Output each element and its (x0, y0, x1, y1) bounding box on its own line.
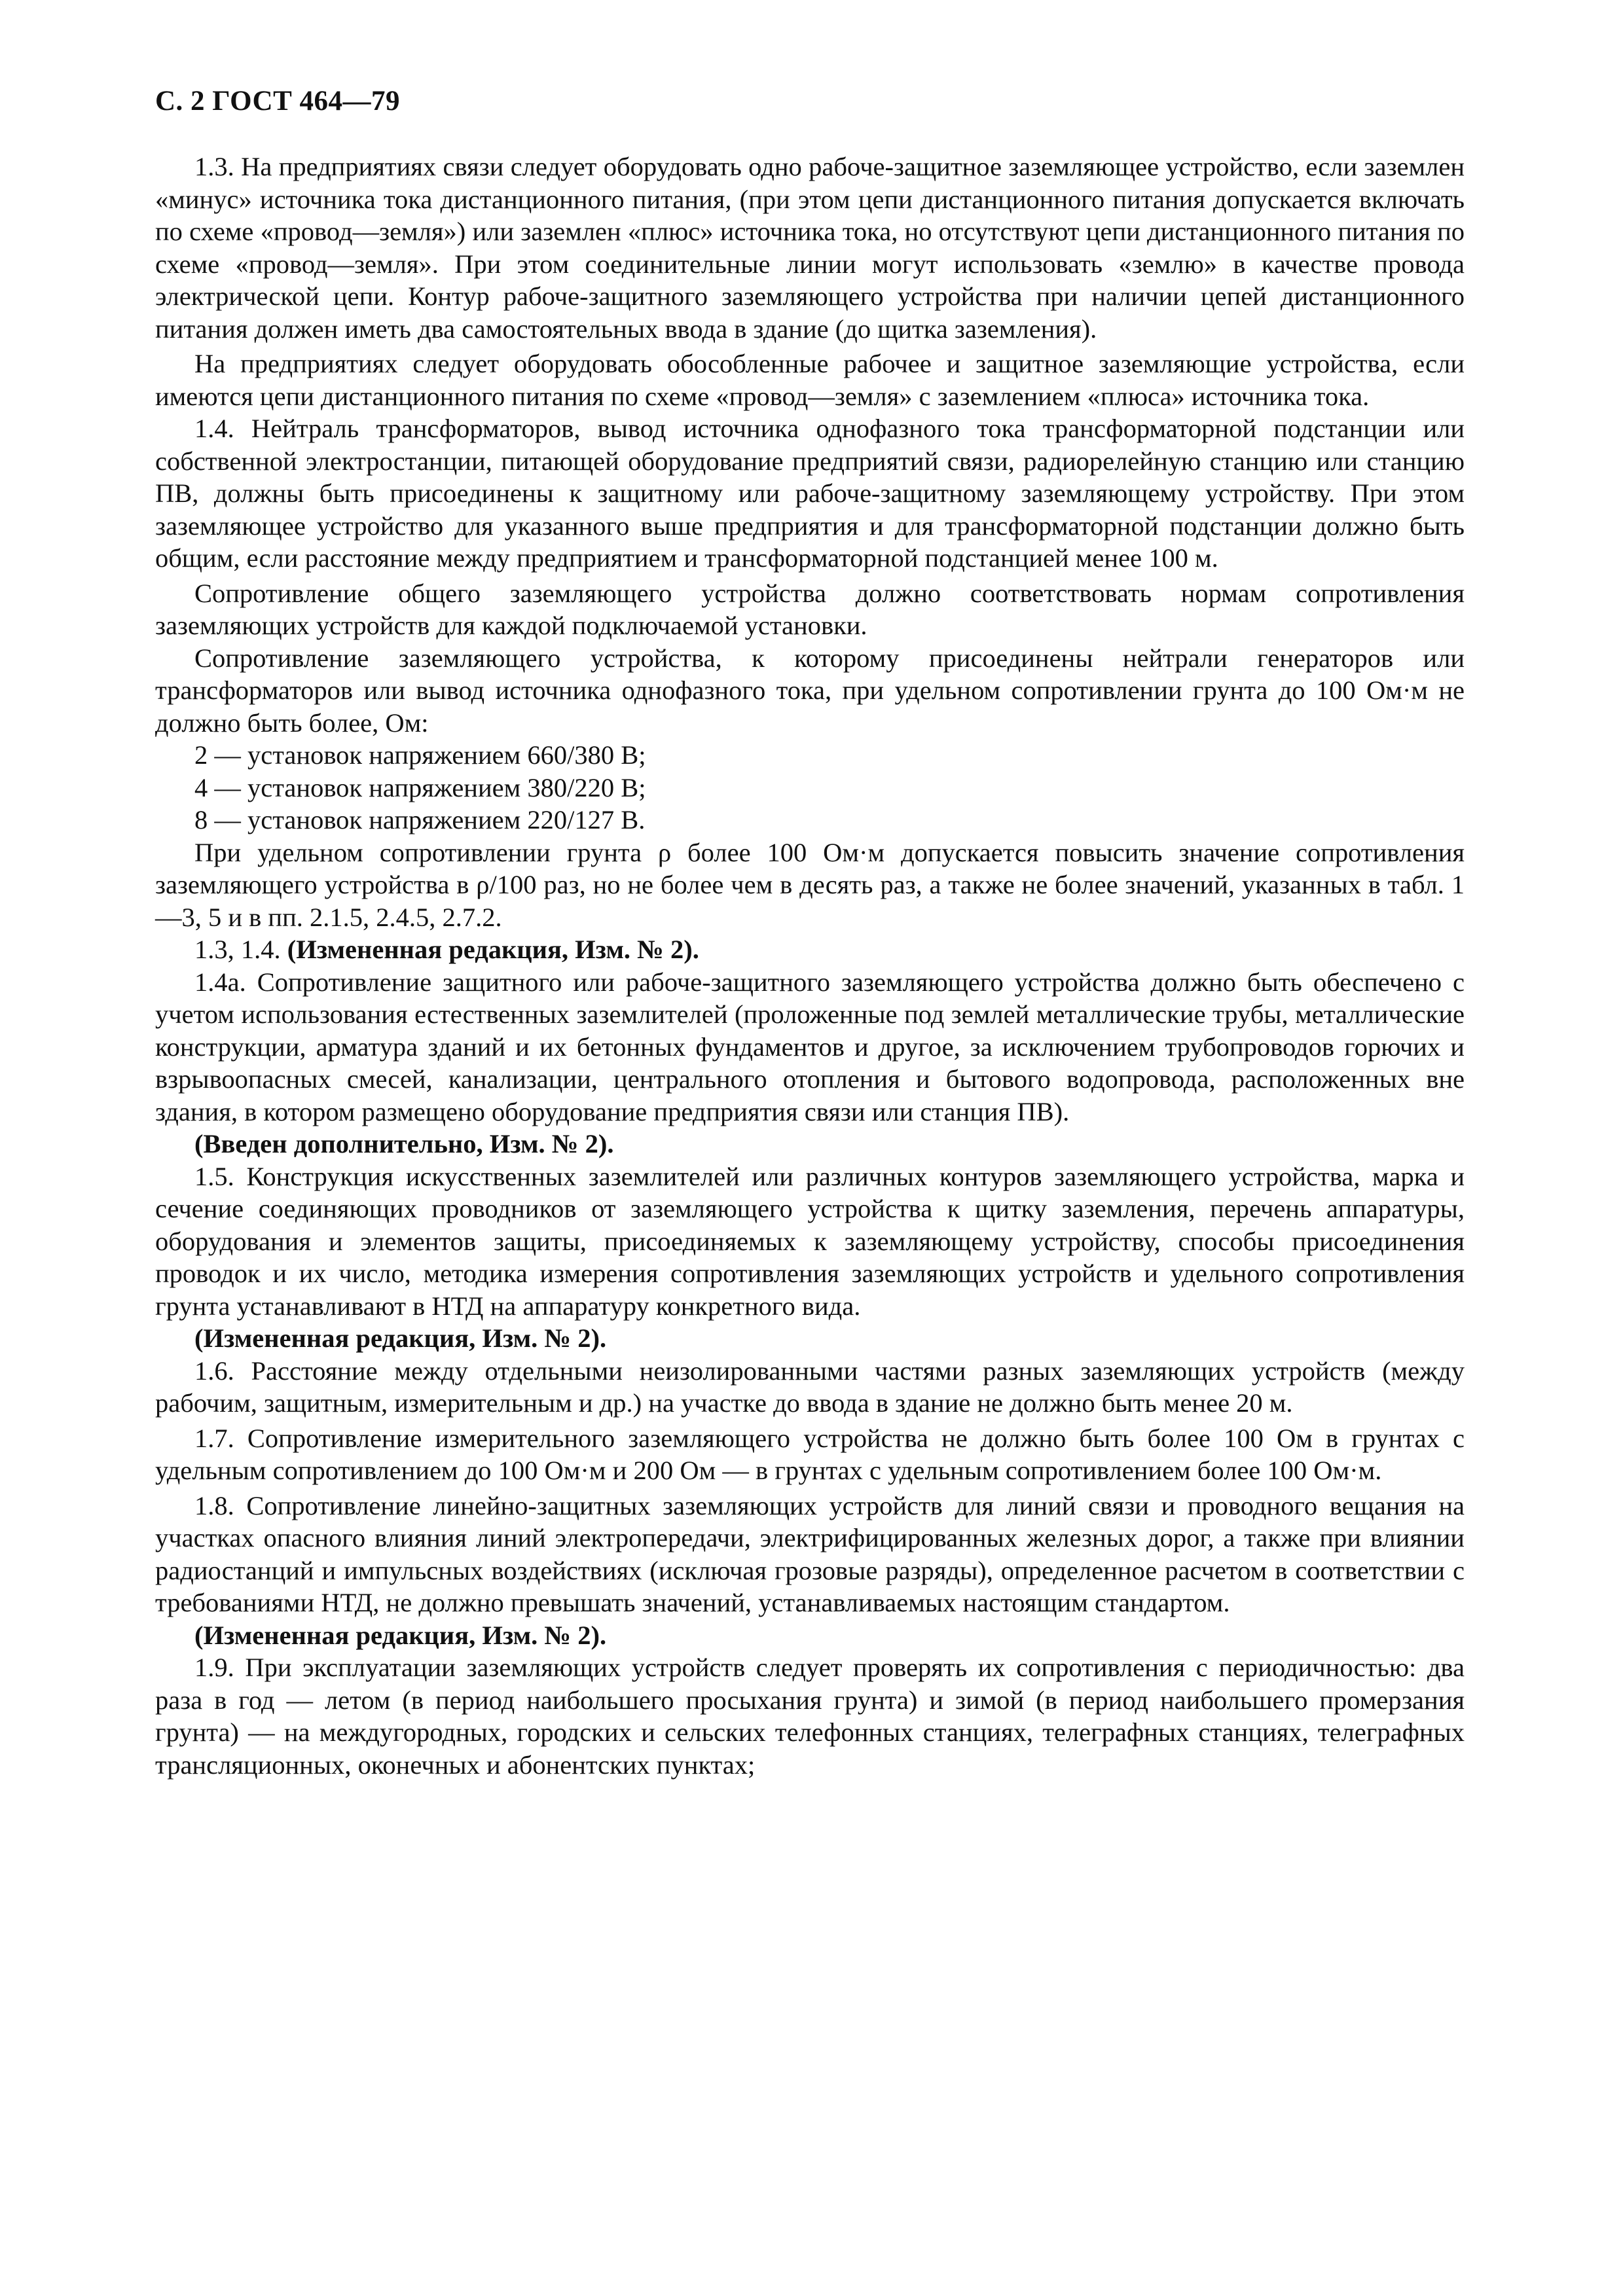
paragraph (155, 642, 1465, 740)
paragraph (155, 739, 1465, 772)
amendment-note: (Измененная редакция, Изм. № 2). (194, 1620, 607, 1650)
paragraph-text: 1.6. Расстояние между отдельными неизолированными частями разных заземляющих устройств (между рабочим, защитным, измерительным и др.) на участке до ввода в здание не должно быть менее 20 м. (155, 1355, 1465, 1418)
paragraph-text: 1.4. Нейтраль трансформаторов, вывод источника однофазного тока трансформаторной подстанции или собственной электростанции, питающей оборудование предприятий связи, радиорелейную станцию или станцию ПВ, должны быть присоединены к защитному или рабоче-защитному заземляющему устройству. При этом заземляющее устройство для указанного выше предприятия и для трансформаторной подстанции должно быть общим, если расстояние между предприятием и трансформаторной подстанцией менее 100 м. (155, 414, 1465, 573)
paragraph (155, 836, 1465, 934)
paragraph (155, 804, 1465, 836)
paragraph (155, 1490, 1465, 1619)
paragraph (155, 772, 1465, 804)
paragraph (155, 1422, 1465, 1487)
document-page (155, 79, 1465, 1781)
paragraph (155, 577, 1465, 642)
paragraph-text: 1.5. Конструкция искусственных заземлителей или различных контуров заземляющего устройства, марка и сечение соединяющих проводников от заземляющего устройства к щитку заземления, перечень аппаратуры, оборудования и элементов защиты, присоединяемых к заземляющему устройству, способы присоединения проводок и их число, методика измерения сопротивления заземляющих устройств и удельного сопротивления грунта устанавливают в НТД на аппаратуру конкретного вида. (155, 1161, 1465, 1321)
paragraph-text: 4 — установок напряжением 380/220 В; (194, 772, 646, 802)
paragraph (155, 933, 1465, 966)
paragraph-text: 1.4а. Сопротивление защитного или рабоче-защитного заземляющего устройства должно быть обеспечено с учетом использования естественных заземлителей (проложенные под землей металлические трубы, металлические конструкции, арматура зданий и их бетонных фундаментов и другое, за исключением трубопроводов горючих и взрывоопасных смесей, канализации, центрального отопления и бытового водопровода, расположенных вне здания, в котором размещено оборудование предприятия связи или станция ПВ). (155, 967, 1465, 1126)
paragraph-text: При удельном сопротивлении грунта ρ более 100 Ом·м допускается повысить значение сопротивления заземляющего устройства в ρ/100 раз, но не более чем в десять раз, а также не более значений, указанных в табл. 1—3, 5 и в пп. 2.1.5, 2.4.5, 2.7.2. (155, 837, 1465, 932)
paragraph-text: Сопротивление заземляющего устройства, к которому присоединены нейтрали генераторов или трансформаторов или вывод источника однофазного тока, при удельном сопротивлении грунта до 100 Ом·м не должно быть более, Ом: (155, 643, 1465, 738)
paragraph (155, 151, 1465, 345)
paragraph-text: На предприятиях следует оборудовать обособленные рабочее и защитное заземляющие устройства, если имеются цепи дистанционного питания по схеме «провод—земля» с заземлением «плюса» источника тока. (155, 349, 1465, 411)
paragraph-text: 1.3. На предприятиях связи следует оборудовать одно рабоче-защитное заземляющее устройство, если заземлен «минус» источника тока дистанционного питания, (при этом цепи дистанционного питания допускается включать по схеме «провод—земля») или заземлен «плюс» источника тока, но отсутствуют цепи дистанционного питания по схеме «провод—земля». При этом соединительные линии могут использовать «землю» в качестве провода электрической цепи. Контур рабоче-защитного заземляющего устройства при наличии цепей дистанционного питания должен иметь два самостоятельных ввода в здание (до щитка заземления). (155, 152, 1465, 344)
paragraph (155, 966, 1465, 1128)
paragraph-prefix: 1.3, 1.4. (194, 935, 287, 964)
paragraph (155, 1322, 1465, 1355)
paragraph-text: 8 — установок напряжением 220/127 В. (194, 805, 646, 834)
paragraph-text: 1.8. Сопротивление линейно-защитных заземляющих устройств для линий связи и проводного вещания на участках опасного влияния линий электропередачи, электрифицированных железных дорог, а также при влиянии радиостанций и импульсных воздействиях (исключая грозовые разряды), определенное расчетом в соответствии с требованиями НТД, не должно превышать значений, устанавливаемых настоящим стандартом. (155, 1490, 1465, 1617)
paragraph (155, 1651, 1465, 1781)
paragraph-text: 2 — установок напряжением 660/380 В; (194, 740, 646, 770)
paragraph-text: 1.9. При эксплуатации заземляющих устройств следует проверять их сопротивления с периодичностью: два раза в год — летом (в период наибольшего просыхания грунта) и зимой (в период наибольшего промерзания грунта) — на междугородных, городских и сельских телефонных станциях, телеграфных станциях, телеграфных трансляционных, оконечных и абонентских пунктах; (155, 1653, 1465, 1780)
page-header: С. 2 ГОСТ 464—79 (155, 86, 401, 117)
paragraph-text: Сопротивление общего заземляющего устройства должно соответствовать нормам сопротивления заземляющих устройств для каждой подключаемой установки. (155, 578, 1465, 640)
amendment-note: (Измененная редакция, Изм. № 2). (287, 935, 699, 964)
paragraph (155, 1128, 1465, 1160)
paragraph (155, 1619, 1465, 1652)
paragraph (155, 348, 1465, 412)
document-body (155, 151, 1465, 1781)
paragraph (155, 1355, 1465, 1420)
amendment-note: (Измененная редакция, Изм. № 2). (194, 1323, 607, 1353)
amendment-note: (Введен дополнительно, Изм. № 2). (194, 1129, 614, 1158)
paragraph (155, 412, 1465, 575)
paragraph (155, 1160, 1465, 1323)
paragraph-text: 1.7. Сопротивление измерительного заземляющего устройства не должно быть более 100 Ом в грунтах с удельным сопротивлением до 100 Ом·м и 200 Ом — в грунтах с удельным сопротивлением более 100 Ом·м. (155, 1423, 1465, 1485)
